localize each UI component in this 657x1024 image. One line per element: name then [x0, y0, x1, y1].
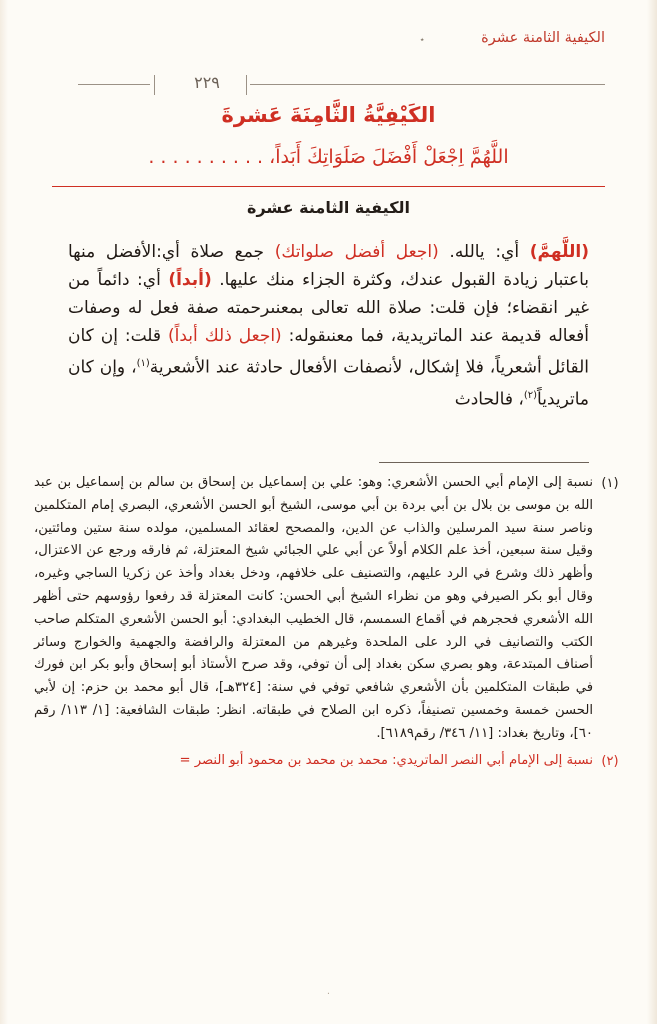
- footnote-text: نسبة إلى الإمام أبي الحسن الأشعري: وهو: علي بن إسماعيل بن إسحاق بن سالم بن إسماعيل بن عبد الله بن موسى بن بلال بن أبي بردة بن أبي موسى، الشيخ أبو الحسن الأشعري، البصري إمام المتكلمين وناصر سنة سيد المرسلين والذاب عن الدين، والمصحح لعقائد المسلمين، مولده سنة ستين ومائتين، وقيل سنة سبعين، أخذ علم الكلام أولاً عن أبي علي الجبائي شيخ المعتزلة، ثم فارقه ورجع عن الاعتزال، وأظهر ذلك وشرع في الرد عليهم، والتصنيف على خلافهم، ودخل بغداد وأخذ عن زكريا الساجي وغيره، وقال أبو بكر الصيرفي وهو من نظراء الشيخ أبي الحسن: كانت المعتزلة قد رفعوا رؤوسهم حتى أظهر الله الأشعري فحجرهم في أقماع السمسم، قال الخطيب البغدادي: أبو الحسن الأشعري المتكلم صاحب الكتب والتصانيف في الرد على الملحدة وغيرهم من المعتزلة والرافضة والجهمية والخوارج وسائر أصناف المبتدعة، وهو بصري سكن بغداد إلى أن توفي، وقد صرح الأستاذ أبو إسحاق وأبو بكر ابن فورك في طبقات المتكلمين بأن الأشعري شافعي توفي في سنة: [٣٢٤هـ]، قال أبو محمد بن حزم: إن لأبي الحسن خمسة وخمسين تصنيفاً، ذكره ابن الصلاح في طبقاته. انظر: طبقات الشافعية: [١/ ١١٣/ رقم ٦٠]، وتاريخ بغداد: [١١/ ٣٤٦/ رقم٦١٨٩].: [34, 475, 594, 741]
- body-text: [68, 238, 589, 413]
- page-header: [0, 30, 657, 100]
- header-rule-group: [78, 75, 605, 95]
- footnote-ref-1[interactable]: (١): [136, 358, 150, 369]
- header-tick-right: [246, 75, 247, 95]
- body-gloss-2: جمع صلاة أي:: [156, 242, 275, 262]
- body-gloss-5: قلت: إن كان القائل أشعرياً، فلا إشكال، لأن: [68, 326, 590, 378]
- body-lemma-allahumma: (اللَّهمَّ): [529, 242, 589, 262]
- body-line-6a: صفات الأفعال حادثة عند الأشعرية: [149, 357, 388, 378]
- footnote-marker: (١): [601, 476, 619, 491]
- title-divider: [52, 186, 605, 187]
- body-line-5-prefix: قوله:: [281, 326, 327, 346]
- footnote-item: [34, 750, 627, 774]
- footnote-continuation-icon: =: [179, 752, 191, 768]
- asterisk-ornament-icon: ٭: [420, 35, 425, 44]
- page-edge-shadow-left: [0, 0, 8, 1024]
- footnote-divider: [379, 462, 589, 463]
- footnote-ref-2[interactable]: (٢): [523, 389, 538, 401]
- section-heading: الكيفية الثامنة عشرة: [247, 198, 410, 217]
- body-lemma-ijal: (اجعل أفضل صلواتك): [274, 242, 439, 262]
- footnote-text-wrap: [34, 750, 593, 773]
- footnote-list: [34, 472, 627, 777]
- body-line-6b: ، وإن كان ماتريدياً: [68, 357, 589, 410]
- page-bottom-ornament: ·: [326, 989, 331, 1000]
- running-head: الكيفية الثامنة عشرة: [481, 30, 605, 46]
- header-tick-left: [154, 75, 155, 95]
- page-subtitle: اللَّهُمَّ اِجْعَلْ أَفْضَلَ صَلَوَاتِكَ أَبَداً، . . . . . . . . . .: [148, 145, 509, 168]
- body-gloss-3: أي: دائماً من غير انقضاء؛ فإن قلت: صلاة الله تعالى بمعنى: [68, 270, 589, 318]
- footnote-marker: (٢): [601, 753, 619, 769]
- folio-number: ٢٢٩: [194, 73, 220, 92]
- body-line-6c: ، فالحادث: [454, 389, 524, 410]
- body-line-4: رحمته صفة فعل له وصفات أفعاله قديمة عند الماتريدية، فما معنى: [68, 298, 589, 346]
- body-lemma-abadan: (أبداً): [168, 270, 212, 290]
- body-paragraph: [68, 238, 589, 413]
- body-lemma-ijal-dhalika: (اجعل ذلك أبداً): [168, 326, 282, 346]
- header-rule-short: [78, 84, 150, 85]
- title-block: [52, 100, 605, 172]
- footnote-text: نسبة إلى الإمام أبي النصر الماتريدي: محمد بن محمد بن محمود أبو النصر: [194, 752, 593, 768]
- footnote-item: [34, 472, 627, 746]
- header-rule-long: [250, 84, 605, 85]
- page-title: الكَيْفِيَّةُ الثَّامِنَةَ عَشرةَ: [221, 103, 436, 127]
- page-edge-shadow-right: [647, 0, 657, 1024]
- body-gloss-1: أي: يالله.: [438, 242, 530, 262]
- body-line-2: الأفضل منها باعتبار زيادة القبول عندك، وكثرة الجزاء منك عليها.: [68, 242, 589, 290]
